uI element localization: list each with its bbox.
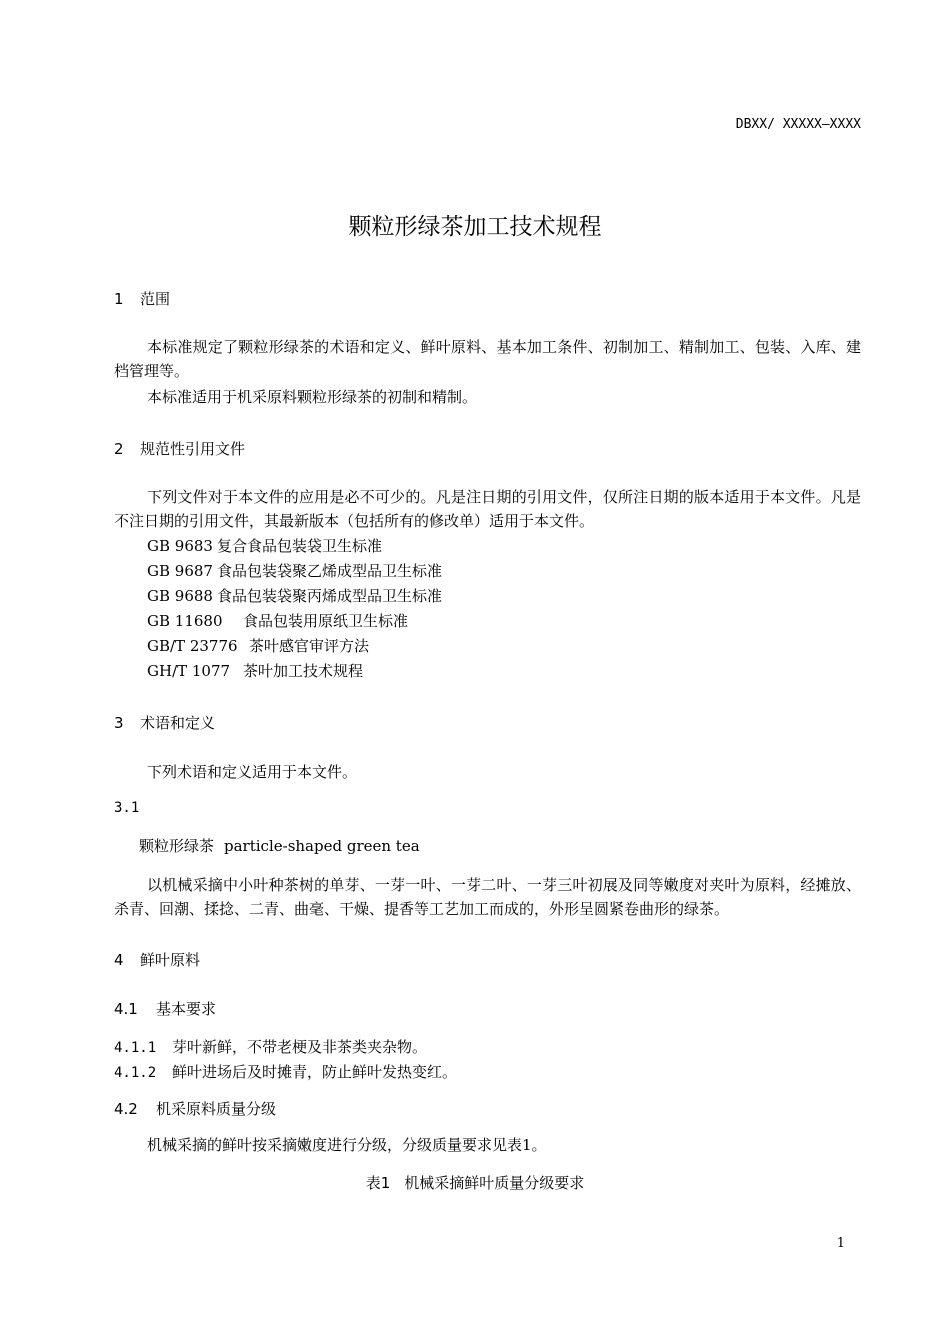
reference-code: GB 9683: [147, 537, 213, 555]
subsection-number: 4.1: [114, 1000, 138, 1018]
clause-text: 鲜叶进场后及时摊青，防止鲜叶发热变红。: [172, 1063, 458, 1081]
reference-code: GH/T 1077: [147, 662, 231, 680]
subsection-4-2-paragraph: 机械采摘的鲜叶按采摘嫩度进行分级，分级质量要求见表1。: [147, 1136, 547, 1154]
section-title: 术语和定义: [140, 714, 216, 732]
clause-number: 4.1.1: [114, 1040, 157, 1056]
section-1-paragraph-1: 本标准规定了颗粒形绿茶的术语和定义、鲜叶原料、基本加工条件、初制加工、精制加工、包装、入库、建档管理等。: [114, 338, 861, 380]
section-2-heading: [114, 438, 245, 459]
reference-name: 食品包装袋聚乙烯成型品卫生标准: [217, 562, 443, 580]
term-english: particle-shaped green tea: [224, 837, 420, 855]
reference-item: [147, 660, 363, 681]
reference-name: 茶叶感官审评方法: [249, 637, 370, 655]
reference-item: [147, 535, 382, 556]
reference-item: [147, 635, 369, 656]
reference-item: [147, 560, 442, 581]
subsection-number: 3.1: [114, 800, 140, 816]
clause-text: 芽叶新鲜，不带老梗及非茶类夹杂物。: [172, 1038, 428, 1056]
reference-name: 复合食品包装袋卫生标准: [217, 537, 383, 555]
section-3-paragraph-1: 下列术语和定义适用于本文件。: [147, 763, 358, 781]
reference-item: [147, 585, 442, 606]
clause-number: 4.1.2: [114, 1065, 157, 1081]
reference-code: GB 9688: [147, 587, 213, 605]
clause-item: [114, 1036, 427, 1057]
section-1-heading: [114, 288, 170, 309]
page-number: 1: [836, 1236, 845, 1251]
section-2-paragraph-1: 下列文件对于本文件的应用是必不可少的。凡是注日期的引用文件，仅所注日期的版本适用于本文件。凡是不注日期的引用文件，其最新版本（包括所有的修改单）适用于本文件。: [114, 488, 861, 530]
document-code: DBXX/ XXXXX—XXXX: [735, 117, 861, 132]
section-title: 规范性引用文件: [140, 440, 246, 458]
clause-item: [114, 1061, 457, 1082]
section-4-heading: [114, 949, 200, 970]
subsection-4-1-heading: [114, 998, 216, 1019]
section-1-paragraph-2: 本标准适用于机采原料颗粒形绿茶的初制和精制。: [147, 388, 478, 406]
section-3-heading: [114, 712, 215, 733]
term-entry: [139, 835, 420, 856]
subsection-title: 机采原料质量分级: [156, 1100, 277, 1118]
table-caption: [0, 1172, 950, 1193]
table-number: 表1: [365, 1174, 391, 1192]
subsection-title: 基本要求: [156, 1000, 217, 1018]
reference-code: GB 9687: [147, 562, 213, 580]
section-number: 3: [114, 714, 124, 732]
subsection-number: 4.2: [114, 1100, 138, 1118]
subsection-4-2-heading: [114, 1098, 276, 1119]
section-title: 范围: [140, 290, 171, 308]
section-title: 鲜叶原料: [140, 951, 201, 969]
reference-item: [147, 610, 408, 631]
section-number: 2: [114, 440, 124, 458]
document-title: 颗粒形绿茶加工技术规程: [348, 214, 602, 240]
reference-name: 食品包装袋聚丙烯成型品卫生标准: [217, 587, 443, 605]
term-chinese: 颗粒形绿茶: [139, 837, 215, 855]
table-title: 机械采摘鲜叶质量分级要求: [404, 1174, 585, 1192]
reference-code: GB 11680: [147, 612, 223, 630]
term-definition: 以机械采摘中小叶种茶树的单芽、一芽一叶、一芽二叶、一芽三叶初展及同等嫩度对夹叶为原料，经摊放、杀青、回潮、揉捻、二青、曲毫、干燥、提香等工艺加工而成的，外形呈圆紧卷曲形的绿茶。: [114, 876, 861, 918]
reference-name: 茶叶加工技术规程: [243, 662, 364, 680]
reference-name: 食品包装用原纸卫生标准: [243, 612, 409, 630]
section-number: 1: [114, 290, 124, 308]
reference-code: GB/T 23776: [147, 637, 238, 655]
section-number: 4: [114, 951, 124, 969]
